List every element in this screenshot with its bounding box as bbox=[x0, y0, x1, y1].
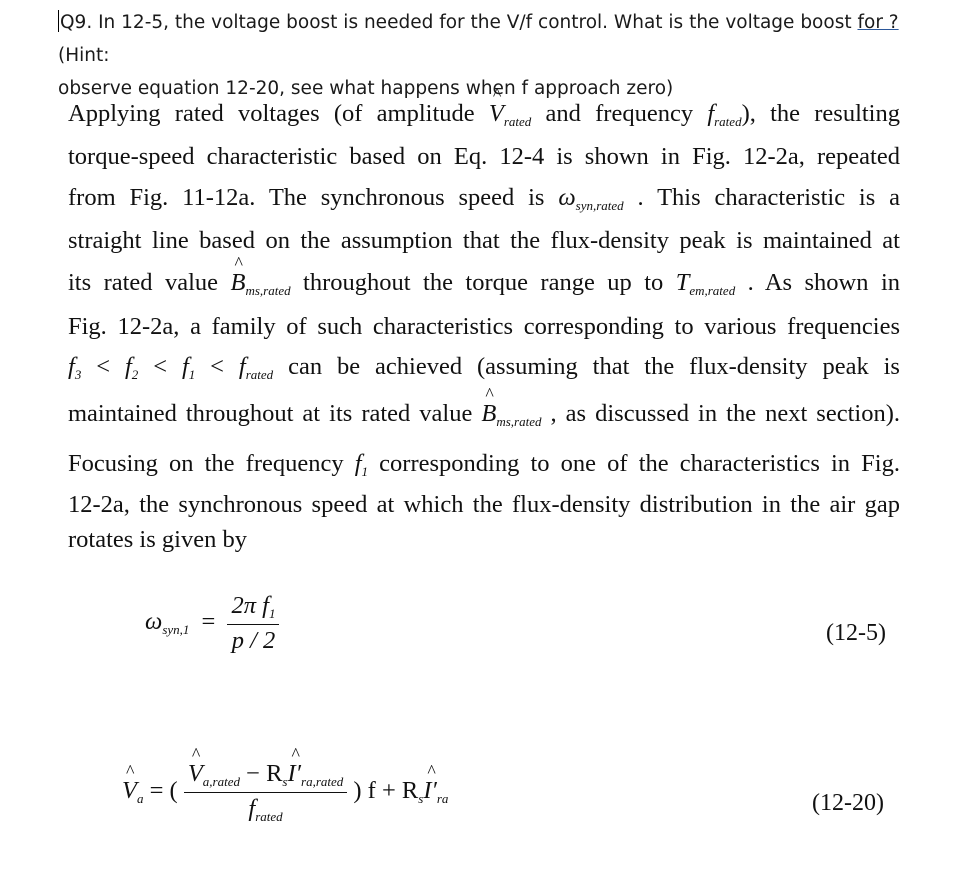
paragraph-line-8: maintained throughout at its rated value ^ $B_{ms,rated}$ , as discussed in the next section). bbox=[68, 400, 900, 430]
paragraph-line-4: straight line based on the assumption that the flux-density peak is maintained at bbox=[68, 227, 900, 254]
fraction: ^ $\frac{V_{a,rated} - R_s\^{} I'_{ra,rated}}{f_{rated}}$ bbox=[184, 760, 347, 825]
paragraph-line-2: torque-speed characteristic based on Eq. 12-4 is shown in Fig. 12-2a, repeated bbox=[68, 143, 900, 170]
paragraph-line-11: rotates is given by bbox=[68, 526, 247, 553]
paragraph-line-9: Focusing on the frequency $f_1$ corresponding to one of the characteristics in Fig. bbox=[68, 450, 900, 479]
question-link[interactable]: for ? bbox=[857, 12, 899, 33]
paragraph-line-10: 12-2a, the synchronous speed at which the flux-density distribution in the air gap bbox=[68, 491, 900, 518]
text-cursor bbox=[58, 10, 59, 32]
paragraph-line-6: Fig. 12-2a, a family of such characteristics corresponding to various frequencies bbox=[68, 313, 900, 340]
question-prefix: Q9. In 12-5, the voltage boost is needed for the V/f control. What is the voltage boost bbox=[60, 12, 858, 33]
question-suffix: (Hint: bbox=[58, 45, 110, 66]
question-line-2: observe equation 12-20, see what happens when f approach zero) bbox=[58, 78, 674, 99]
paragraph-line-3: from Fig. 11-12a. The synchronous speed is $\omega_{syn,rated}$ . This characteristic is a bbox=[68, 184, 900, 213]
equation-12-20: ^ $V_a$ = ( ^ $\frac{V_{a,rated} - R_s\^{} I'_{ra,rated}}{f_{rated}}$ ) $f + R_s\^{}$ $I'_{ra}$ bbox=[122, 760, 448, 825]
equation-12-5: $\omega_{syn,1}$ = $\frac{2\pi f_1}{p / 2}$ bbox=[145, 592, 279, 655]
question-text bbox=[58, 6, 948, 105]
equation-number-12-20: (12-20) bbox=[812, 790, 884, 816]
paragraph-line-5: its rated value ^ $B_{ms,rated}$ throughout the torque range up to $T_{em,rated}$ . As shown in bbox=[68, 269, 900, 299]
fraction: $\frac{2\pi f_1}{p / 2}$ bbox=[227, 592, 279, 655]
paragraph-line-7: $f_3 < f_2 < f_1 < f_{rated}$ can be achieved (assuming that the flux-density peak is bbox=[68, 353, 900, 382]
paragraph-line-1: Applying rated voltages (of amplitude ^ $V_{rated}$ and frequency $f_{rated}$), the resulting bbox=[68, 100, 900, 130]
equation-number-12-5: (12-5) bbox=[826, 620, 886, 646]
question-line-1 bbox=[58, 6, 948, 72]
